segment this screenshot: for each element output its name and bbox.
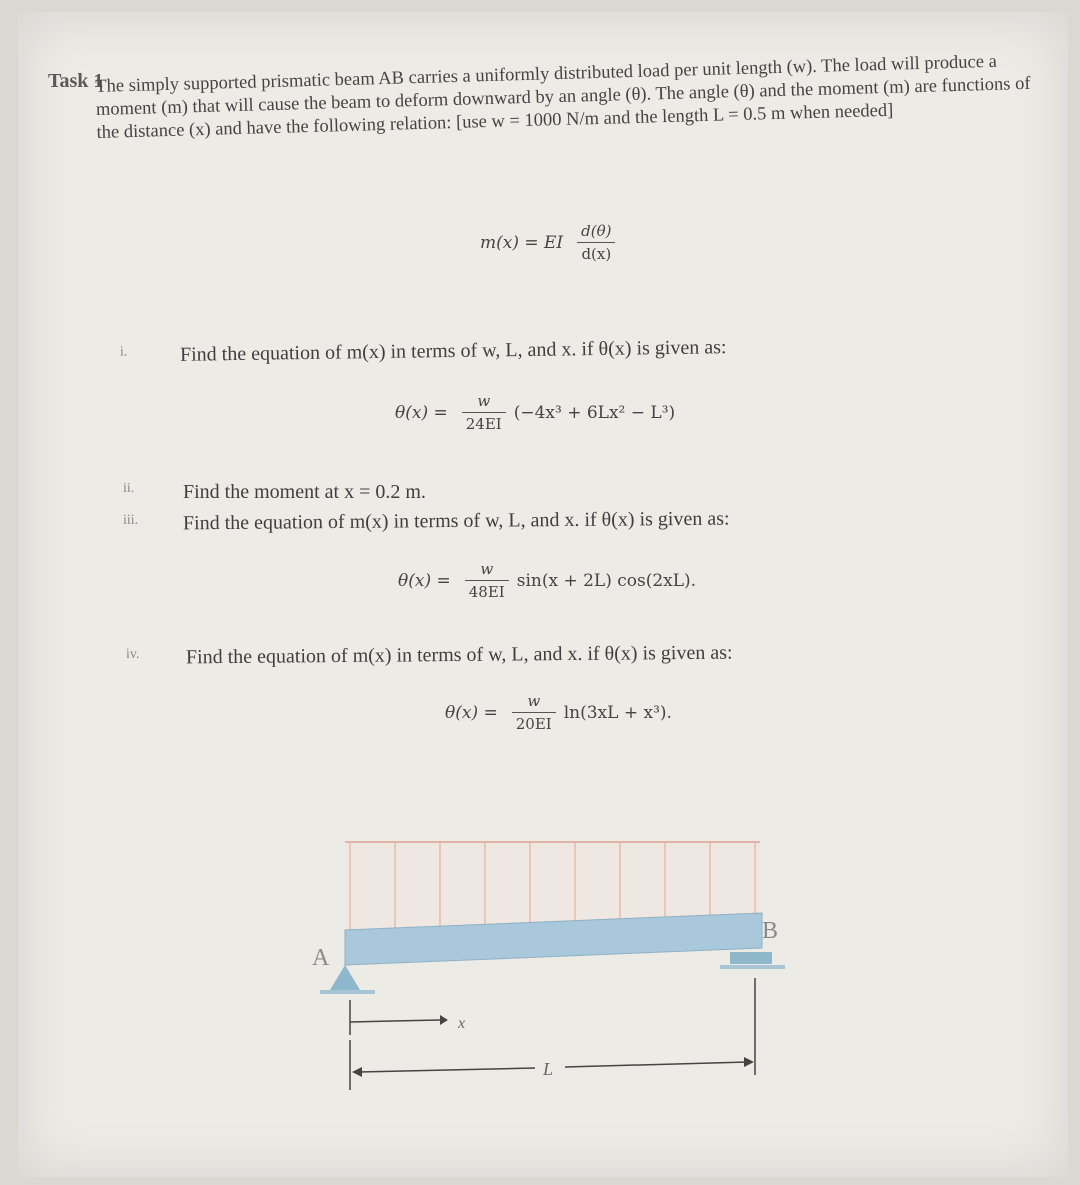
label-l: L (543, 1059, 554, 1079)
equation-iv-denominator: 20EI (512, 712, 556, 733)
l-dim-right-line (565, 1062, 748, 1067)
main-relation-fraction (577, 222, 615, 263)
question-iv-label: iv. (125, 646, 140, 662)
l-dim-left-line (358, 1068, 535, 1072)
task-title: Task 1 (48, 70, 104, 92)
equation-iii-fraction (465, 560, 509, 601)
support-b (730, 952, 772, 964)
equation-iii-denominator: 48EI (465, 580, 509, 601)
equation-iii-rhs: sin(x + 2L) cos(2xL). (516, 570, 697, 591)
support-a (330, 965, 360, 990)
equation-iii-lhs: θ(x) = (398, 570, 451, 591)
question-iii-label: iii. (122, 512, 139, 528)
equation-iv-lhs: θ(x) = (445, 702, 498, 723)
main-relation-equation (480, 222, 622, 263)
x-arrow (350, 1020, 440, 1022)
equation-iv (445, 692, 672, 733)
question-iii-text: Find the equation of m(x) in terms of w, L, and x. if θ(x) is given as: (182, 507, 730, 535)
equation-iv-numerator: w (527, 692, 541, 710)
x-arrow-head (440, 1015, 448, 1025)
equation-iv-fraction (512, 692, 556, 733)
main-relation-denominator: d(x) (577, 242, 615, 263)
equation-i-numerator: w (477, 392, 491, 410)
question-ii-text: Find the moment at x = 0.2 m. (183, 481, 426, 503)
equation-i-lhs: θ(x) = (395, 402, 448, 423)
equation-i-rhs: (−4x³ + 6Lx² − L³) (513, 402, 676, 423)
equation-iii (398, 560, 696, 601)
intro-paragraph: The simply supported prismatic beam AB carries a uniformly distributed load per unit length (w). The load will produce a moment (m) that will cause the beam to deform downward by an angle (θ). The angle (θ) and the moment (m) are functions of the distance (x) and have the following relation: [use w = 1000 N/m and the length L = 0.5 m when needed] (95, 51, 1031, 143)
equation-i (395, 392, 675, 433)
question-ii-label: ii. (123, 481, 135, 496)
question-iv (125, 641, 733, 670)
beam-diagram (300, 800, 800, 1100)
question-i-label: i. (119, 344, 128, 360)
question-ii (123, 481, 426, 504)
question-i-text: Find the equation of m(x) in terms of w, L, and x. if θ(x) is given as: (179, 336, 727, 366)
label-b: B (762, 918, 779, 944)
question-iv-text: Find the equation of m(x) in terms of w, L, and x. if θ(x) is given as: (185, 641, 733, 669)
label-a: A (312, 945, 330, 971)
equation-iv-rhs: ln(3xL + x³). (563, 702, 672, 723)
equation-i-denominator: 24EI (462, 412, 506, 433)
equation-i-fraction (462, 392, 506, 433)
main-relation-lhs: m(x) = EI (480, 232, 564, 253)
label-x: x (458, 1015, 466, 1032)
equation-iii-numerator: w (480, 560, 494, 578)
question-iii (122, 507, 730, 536)
l-dim-left-head (352, 1067, 362, 1077)
main-relation-numerator: d(θ) (581, 222, 612, 240)
l-dim-right-head (744, 1057, 754, 1067)
